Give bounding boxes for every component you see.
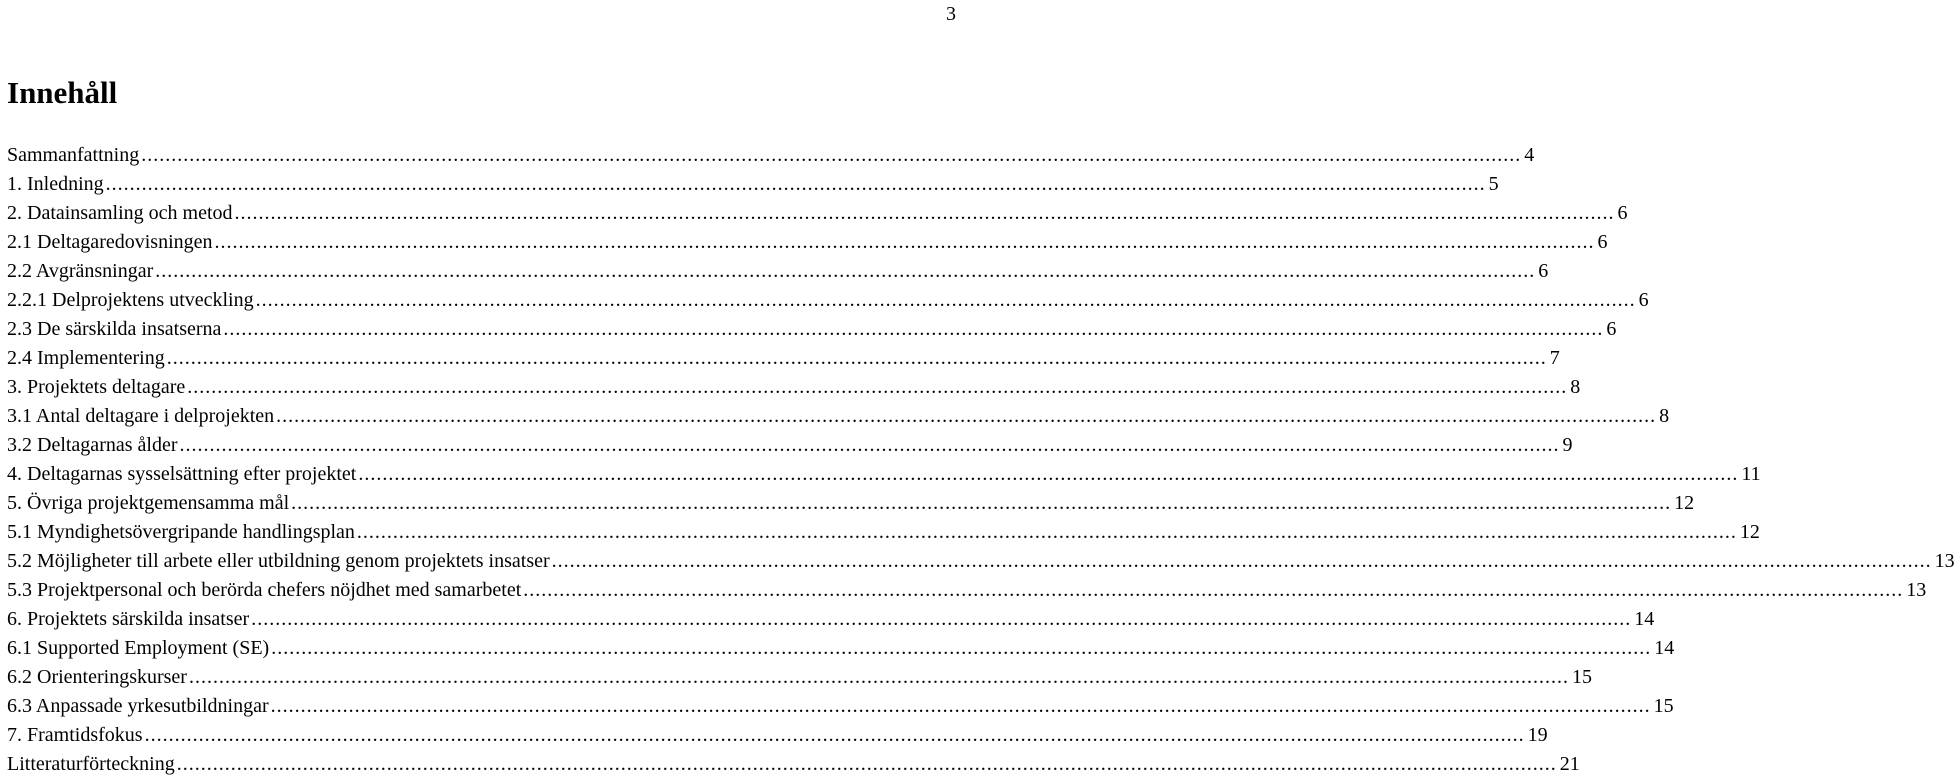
toc-entry-page: 6	[1538, 260, 1549, 282]
toc-dot-leader	[187, 373, 1567, 402]
toc-dot-leader	[235, 199, 1615, 228]
toc-entry[interactable]	[7, 721, 1548, 750]
toc-dot-leader	[256, 286, 1636, 315]
toc-dot-leader	[215, 228, 1595, 257]
toc-entry-page: 13	[1906, 579, 1927, 601]
toc-dot-leader	[251, 605, 1631, 634]
toc-entry[interactable]	[7, 373, 1581, 402]
toc-entry-label: 2.1 Deltagaredovisningen	[7, 231, 213, 253]
toc-entry-page: 7	[1549, 347, 1560, 369]
toc-entry[interactable]	[7, 692, 1674, 721]
toc-entry-page: 8	[1659, 405, 1670, 427]
toc-entry[interactable]	[7, 489, 1695, 518]
toc-entry-page: 15	[1571, 666, 1592, 688]
toc-dot-leader	[177, 750, 1557, 779]
toc-entry[interactable]	[7, 663, 1592, 692]
toc-entry[interactable]	[7, 199, 1628, 228]
toc-entry[interactable]	[7, 431, 1573, 460]
toc-entry-label: 2.2 Avgränsningar	[7, 260, 154, 282]
table-of-contents	[7, 141, 1955, 779]
toc-entry-page: 21	[1559, 753, 1580, 775]
toc-dot-leader	[276, 402, 1656, 431]
toc-entry-label: 5.3 Projektpersonal och berörda chefers nöjdhet med samarbetet	[7, 579, 522, 601]
toc-entry-label: 5.2 Möjligheter till arbete eller utbildning genom projektets insatser	[7, 550, 550, 572]
toc-entry-label: 7. Framtidsfokus	[7, 724, 143, 746]
toc-dot-leader	[523, 576, 1903, 605]
toc-dot-leader	[167, 344, 1547, 373]
toc-entry-label: 3.1 Antal deltagare i delprojekten	[7, 405, 275, 427]
toc-entry-page: 4	[1524, 144, 1535, 166]
page-title: Innehåll	[7, 75, 118, 110]
toc-entry-label: 5. Övriga projektgemensamma mål	[7, 492, 290, 514]
toc-entry-page: 9	[1562, 434, 1573, 456]
toc-entry-label: 2.3 De särskilda insatserna	[7, 318, 222, 340]
toc-entry[interactable]	[7, 228, 1608, 257]
toc-dot-leader	[552, 547, 1932, 576]
toc-dot-leader	[189, 663, 1569, 692]
toc-entry[interactable]	[7, 576, 1927, 605]
toc-dot-leader	[271, 634, 1651, 663]
toc-entry-page: 19	[1527, 724, 1548, 746]
toc-entry-page: 6	[1597, 231, 1608, 253]
toc-entry-page: 14	[1654, 637, 1675, 659]
toc-dot-leader	[291, 489, 1671, 518]
toc-dot-leader	[271, 692, 1651, 721]
toc-entry-label: 6.1 Supported Employment (SE)	[7, 637, 270, 659]
toc-entry-page: 6	[1617, 202, 1628, 224]
toc-entry-label: 3. Projektets deltagare	[7, 376, 186, 398]
toc-entry-page: 12	[1674, 492, 1695, 514]
toc-entry[interactable]	[7, 460, 1761, 489]
toc-entry[interactable]	[7, 402, 1670, 431]
toc-entry-page: 6	[1638, 289, 1649, 311]
toc-entry-label: 2.2.1 Delprojektens utveckling	[7, 289, 254, 311]
toc-entry[interactable]	[7, 170, 1499, 199]
toc-entry-page: 14	[1634, 608, 1655, 630]
toc-entry-page: 11	[1741, 463, 1761, 485]
toc-entry-label: 6. Projektets särskilda insatser	[7, 608, 250, 630]
toc-entry-label: 2.4 Implementering	[7, 347, 165, 369]
toc-dot-leader	[179, 431, 1559, 460]
toc-dot-leader	[106, 170, 1486, 199]
toc-entry[interactable]	[7, 141, 1535, 170]
toc-dot-leader	[145, 721, 1525, 750]
toc-entry-label: 6.3 Anpassade yrkesutbildningar	[7, 695, 269, 717]
toc-entry-page: 15	[1653, 695, 1674, 717]
toc-entry-label: 1. Inledning	[7, 173, 104, 195]
toc-entry-label: 2. Datainsamling och metod	[7, 202, 233, 224]
toc-entry[interactable]	[7, 286, 1649, 315]
toc-entry-page: 8	[1570, 376, 1581, 398]
toc-entry[interactable]	[7, 634, 1675, 663]
toc-entry-label: 4. Deltagarnas sysselsättning efter projektet	[7, 463, 357, 485]
toc-dot-leader	[358, 460, 1738, 489]
toc-entry[interactable]	[7, 315, 1617, 344]
toc-dot-leader	[223, 315, 1603, 344]
page-number: 3	[946, 3, 956, 25]
toc-entry-label: 6.2 Orienteringskurser	[7, 666, 187, 688]
toc-entry-page: 6	[1606, 318, 1617, 340]
toc-entry-label: 5.1 Myndighetsövergripande handlingsplan	[7, 521, 355, 543]
toc-entry-label: Sammanfattning	[7, 144, 140, 166]
toc-entry[interactable]	[7, 547, 1955, 576]
toc-dot-leader	[141, 141, 1521, 170]
toc-entry[interactable]	[7, 605, 1655, 634]
toc-entry[interactable]	[7, 257, 1549, 286]
toc-entry[interactable]	[7, 344, 1560, 373]
toc-entry-page: 13	[1934, 550, 1955, 572]
toc-dot-leader	[357, 518, 1737, 547]
toc-entry[interactable]	[7, 518, 1760, 547]
toc-entry-page: 12	[1739, 521, 1760, 543]
toc-entry[interactable]	[7, 750, 1580, 779]
toc-entry-label: Litteraturförteckning	[7, 753, 175, 775]
toc-dot-leader	[155, 257, 1535, 286]
toc-entry-label: 3.2 Deltagarnas ålder	[7, 434, 178, 456]
toc-entry-page: 5	[1488, 173, 1499, 195]
